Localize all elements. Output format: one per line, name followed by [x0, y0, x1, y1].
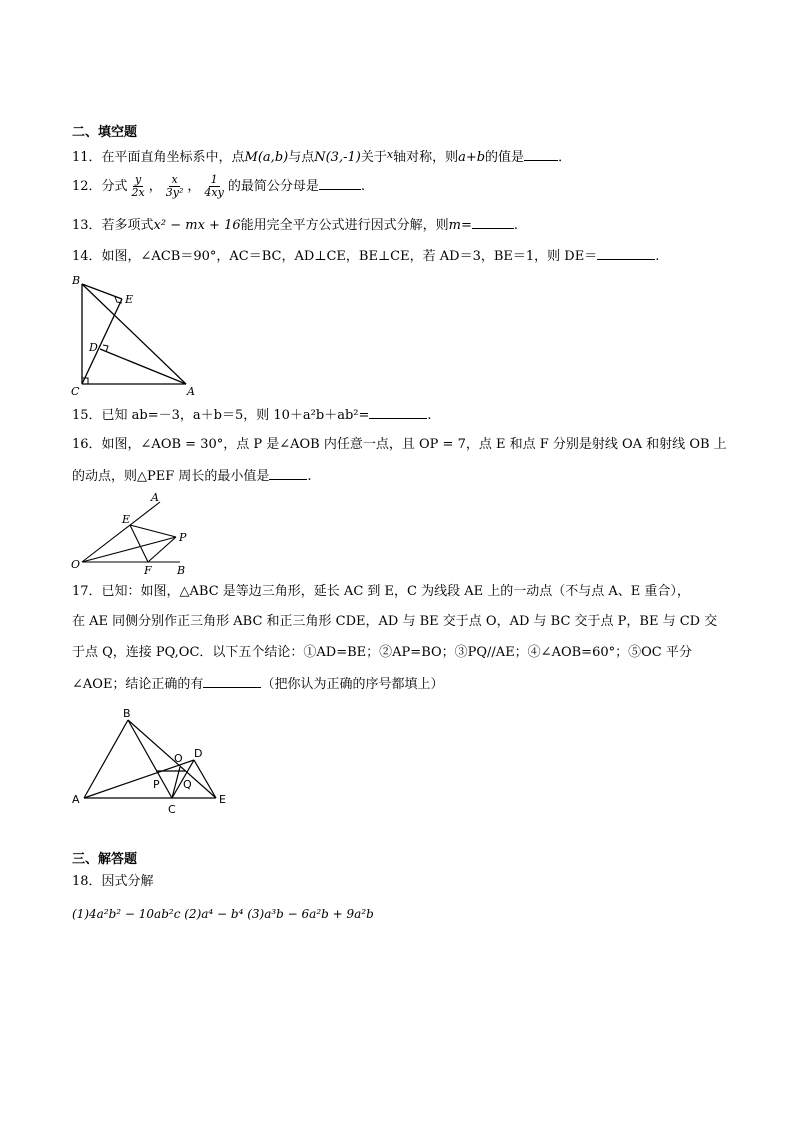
q17-figure: [66, 704, 236, 816]
q17-label-b: B: [123, 707, 131, 720]
q11-prefix: 11．在平面直角坐标系中，点: [72, 150, 245, 165]
q11-end: ．: [558, 150, 572, 165]
q13-polynomial: x² − mx + 16: [153, 218, 241, 233]
q14-figure: [68, 272, 208, 398]
section-title-solutions: 三、解答题: [72, 852, 138, 867]
q12-fraction-1: $\frac{y}{2x}$: [131, 173, 145, 199]
q16-label-e: E: [122, 513, 131, 526]
q16-label-p: P: [179, 531, 187, 544]
q15-end: .: [427, 408, 432, 423]
question-11: [72, 146, 571, 167]
q17-label-e: E: [219, 793, 226, 806]
q14-label-d: D: [89, 341, 98, 354]
q14-label-b: B: [72, 274, 81, 287]
q14-line-ba: [82, 284, 186, 384]
question-13: [72, 216, 518, 235]
q12-suffix: 的最简公分母是: [227, 179, 319, 194]
q17-label-o: O: [174, 752, 183, 765]
q12-prefix: 12．分式: [72, 179, 128, 194]
q16-ray-oa: [82, 502, 160, 562]
q17-label-p: P: [153, 778, 160, 791]
q11-mid1: 与点: [288, 150, 315, 165]
q11-point-m: M(a,b): [244, 150, 289, 165]
q13-eq: =: [460, 218, 472, 233]
q12-answer-blank[interactable]: [319, 177, 361, 190]
question-16-line-2: [72, 467, 312, 486]
q11-point-n: N(3,-1): [314, 150, 361, 165]
q14-label-a: A: [187, 385, 195, 398]
q17-answer-blank[interactable]: [203, 675, 261, 688]
q14-text: 14．如图，∠ACB＝90°，AC＝BC，AD⊥CE，BE⊥CE，若 AD＝3，BE＝1，则 DE＝: [72, 249, 598, 264]
q16-figure: [68, 490, 203, 578]
q12-end: .: [360, 179, 365, 194]
q11-expr: a+b: [458, 150, 486, 165]
q11-mid3: 轴对称，则: [393, 150, 459, 165]
q17-line4-b: （把你认为正确的序号都填上）: [261, 677, 444, 692]
q11-mid2: 关于: [360, 150, 387, 165]
q14-answer-blank[interactable]: [597, 247, 655, 260]
q15-answer-blank[interactable]: [369, 406, 427, 419]
question-16-line-1: 16．如图，∠AOB = 30°，点 P 是∠AOB 内任意一点，且 OP = 7，点 E 和点 F 分别是射线 OA 和射线 OB 上: [72, 437, 727, 452]
q11-answer-blank[interactable]: [524, 148, 558, 161]
q17-line-oc: [172, 767, 180, 798]
q14-label-c: C: [71, 385, 80, 398]
question-18-title: 18．因式分解: [72, 874, 154, 889]
q14-line-ad: [100, 349, 186, 384]
question-17-line-4: [72, 675, 443, 694]
q13-mid: 能用完全平方公式进行因式分解，则: [240, 218, 449, 233]
question-12: 12．分式 $\frac{y}{2x}$ ， $\frac{x}{\text{3y²}}$ ， $\frac{1}{4xy}$ 的最简公分母是 .: [72, 173, 365, 199]
q17-line-bc: [128, 720, 172, 798]
question-18-parts: [72, 905, 374, 923]
q13-answer-blank[interactable]: [472, 216, 514, 229]
q14-line-be: [82, 284, 122, 299]
q17-label-d: D: [194, 747, 203, 760]
q16-label-b: B: [177, 564, 186, 577]
q17-label-q: Q: [183, 778, 192, 791]
question-17-line-1: 17．已知：如图，△ABC 是等边三角形，延长 AC 到 E，C 为线段 AE 上的一动点（不与点 A、E 重合），: [72, 584, 690, 599]
q18-part-3: (3)a³b − 6a²b + 9a²b: [247, 907, 374, 921]
q16-label-o: O: [71, 558, 81, 571]
question-14: [72, 247, 659, 266]
q16-answer-blank[interactable]: [269, 467, 307, 480]
q13-end: .: [513, 218, 518, 233]
q17-line-de: [194, 760, 216, 798]
q16-label-f: F: [144, 564, 152, 577]
q14-label-e: E: [125, 293, 134, 306]
q17-line-be: [128, 720, 216, 798]
q13-m: m: [448, 218, 461, 233]
q17-line-ab: [84, 720, 128, 798]
q11-suffix: 的值是: [485, 150, 525, 165]
q16-line-ep: [130, 525, 176, 537]
q16-label-a: A: [151, 491, 159, 504]
section-title-fill-in: 二、填空题: [72, 125, 138, 140]
q12-fraction-3: $\frac{1}{4xy}$: [204, 173, 224, 199]
q16-end: .: [307, 469, 312, 484]
q14-end: .: [655, 249, 660, 264]
question-17-line-3: 于点 Q，连接 PQ,OC．以下五个结论：①AD=BE；②AP=BO；③PQ//AE；④∠AOB=60°；⑤OC 平分: [72, 645, 692, 660]
q16-line-ef: [130, 525, 148, 562]
q12-fraction-2: $\frac{x}{\text{3y²}}$: [165, 173, 184, 199]
q16-line2-text: 的动点，则△PEF 周长的最小值是: [72, 469, 270, 484]
question-15: [72, 406, 432, 425]
question-17-line-2: 在 AE 同侧分别作正三角形 ABC 和正三角形 CDE，AD 与 BE 交于点 O，AD 与 BC 交于点 P，BE 与 CD 交: [72, 614, 718, 629]
q17-line4-a: ∠AOE；结论正确的有: [72, 677, 204, 692]
q17-label-c: C: [168, 803, 176, 816]
q17-label-a: A: [72, 793, 80, 806]
q13-prefix: 13．若多项式: [72, 218, 154, 233]
q14-line-ce: [82, 299, 122, 384]
q15-text: 15．已知 ab=－3，a＋b＝5，则 10＋a²b＋ab²=: [72, 408, 370, 423]
q18-part-1: (1)4a²b² − 10ab²c: [72, 907, 181, 921]
q18-part-2: (2)a⁴ − b⁴: [184, 907, 244, 921]
q11-axis: x: [386, 148, 394, 161]
